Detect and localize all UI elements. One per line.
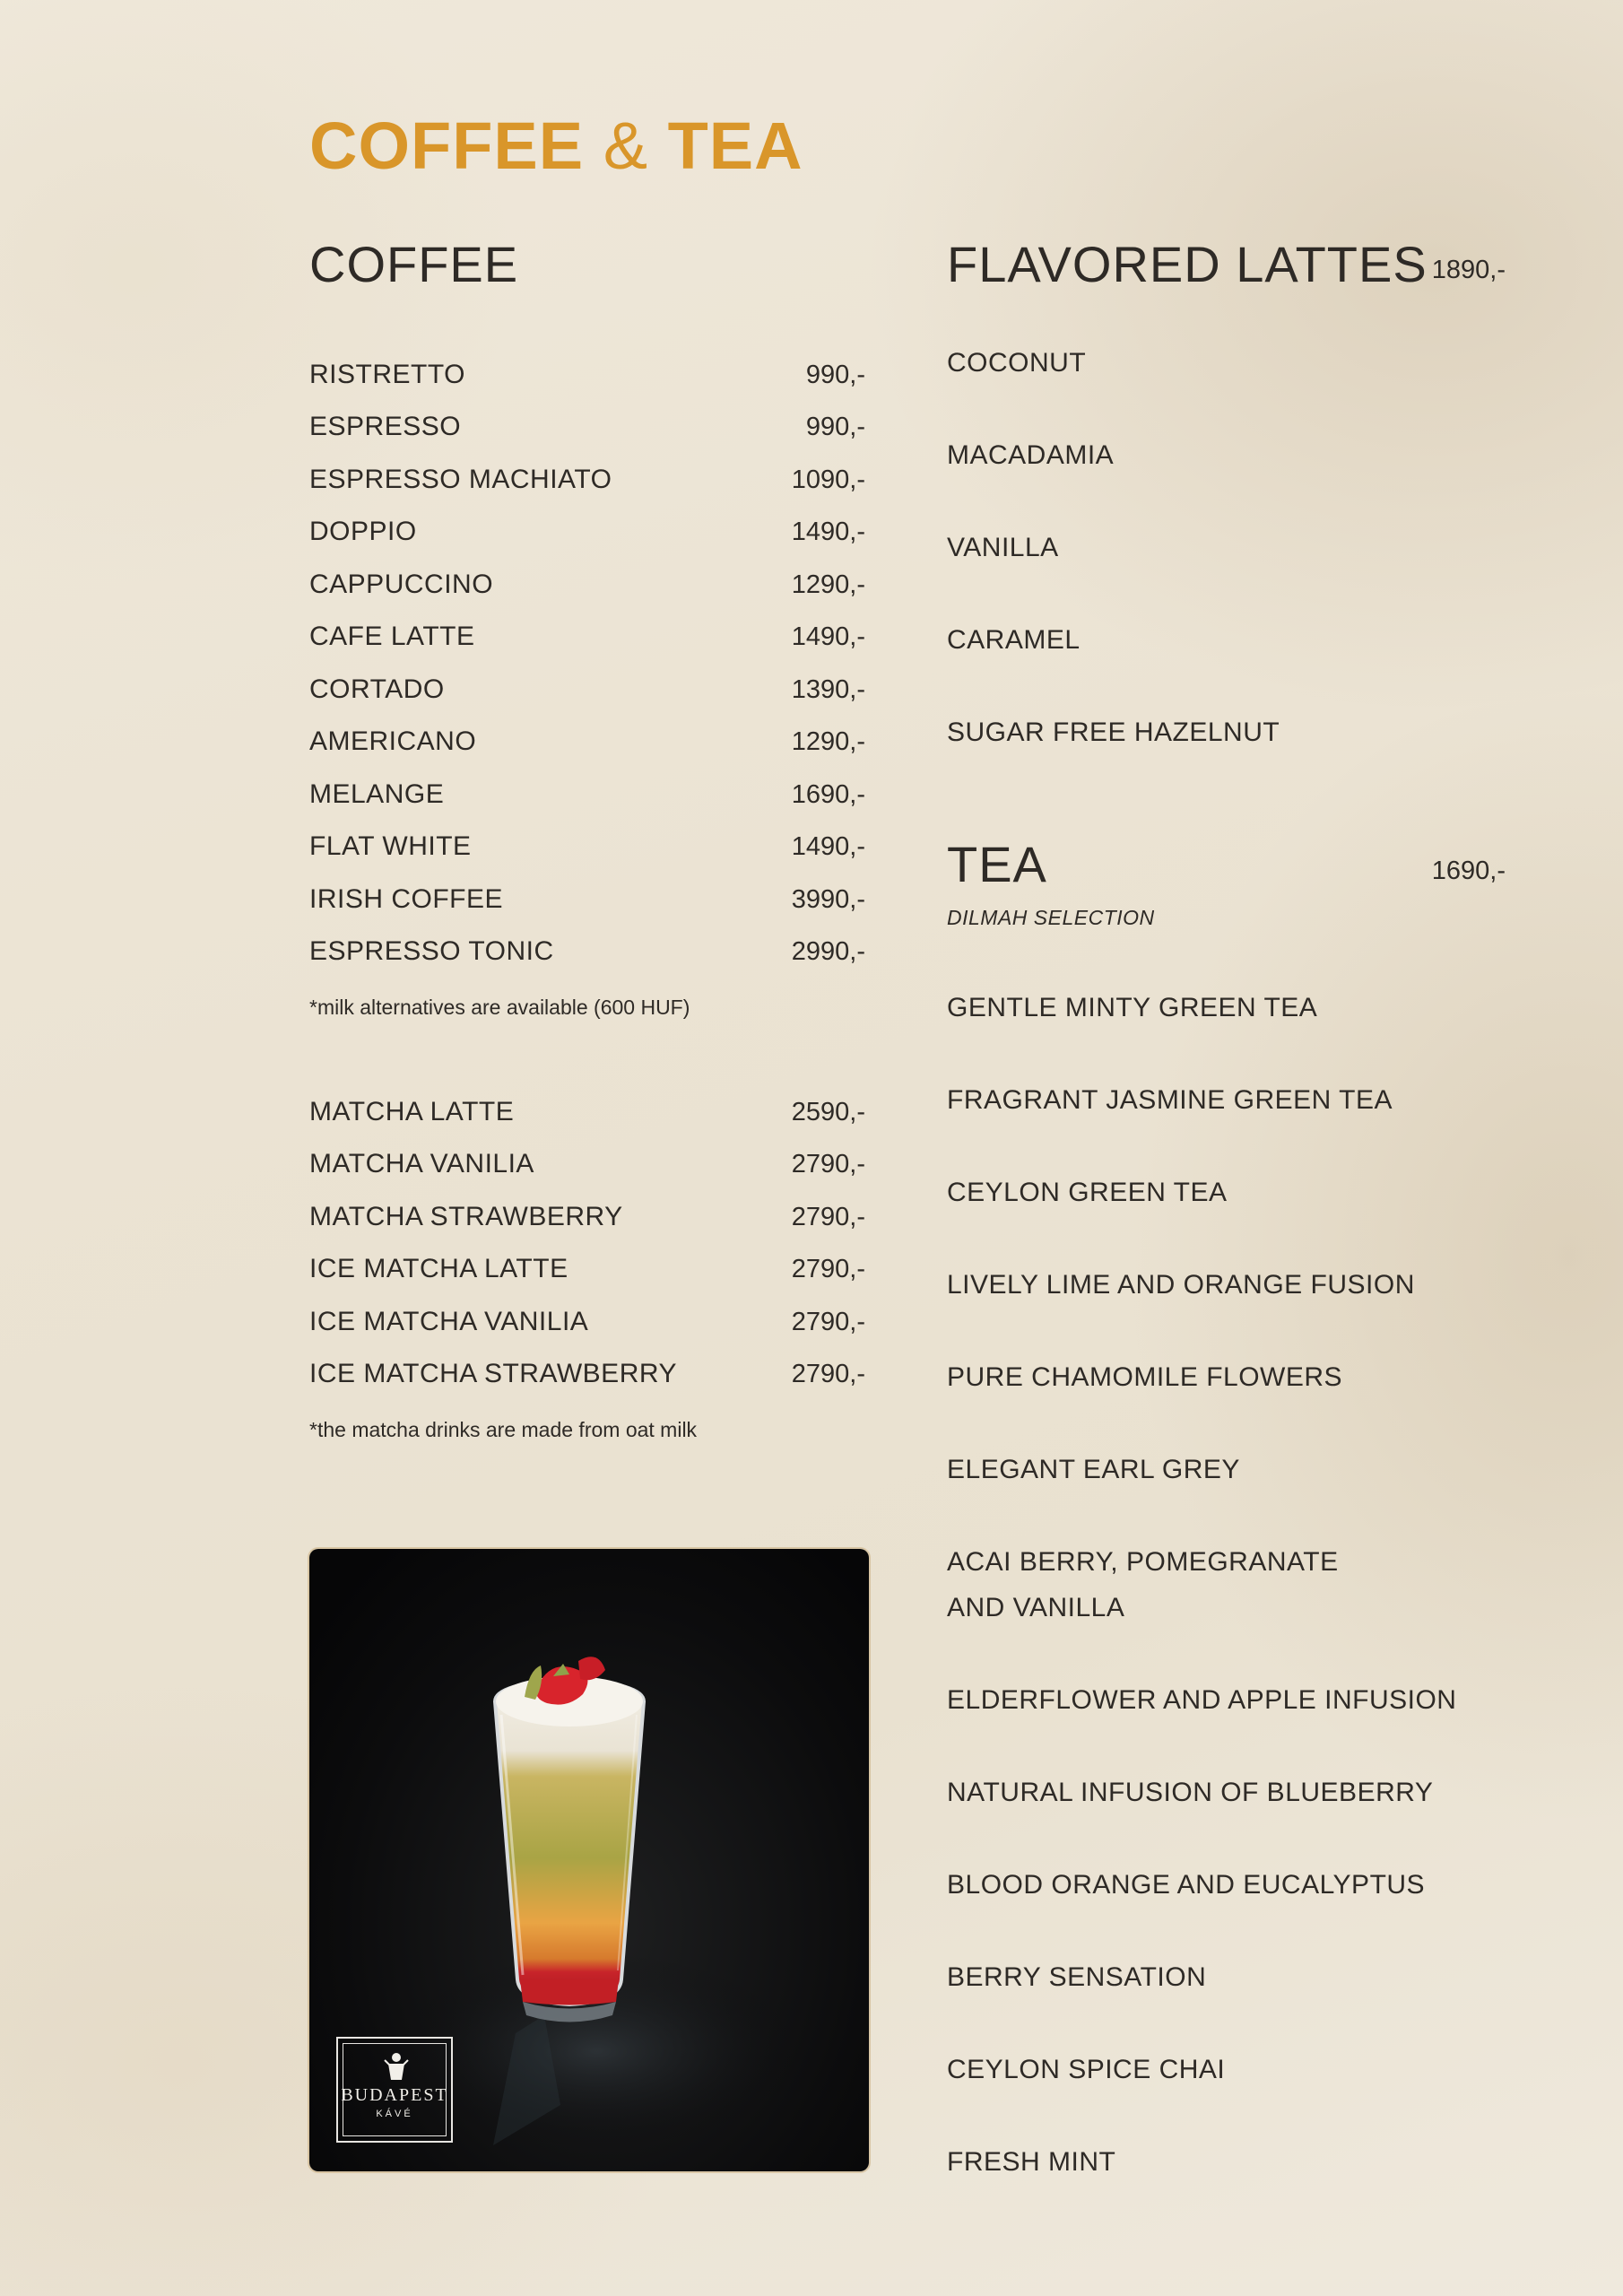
- menu-item-price: 1290,-: [791, 727, 865, 756]
- menu-item-name: ESPRESSO: [309, 412, 462, 441]
- menu-item-name: ESPRESSO MACHIATO: [309, 465, 612, 494]
- menu-item-price: 1490,-: [791, 517, 865, 546]
- menu-item-price: 1390,-: [791, 675, 865, 704]
- list-item: CEYLON GREEN TEA: [947, 1178, 1228, 1207]
- menu-item-price: 2790,-: [791, 1255, 865, 1283]
- list-item: COCONUT: [947, 348, 1087, 378]
- menu-item-price: 1290,-: [791, 570, 865, 599]
- tea-heading: TEA: [947, 836, 1047, 892]
- title-ampersand: &: [603, 109, 649, 183]
- menu-item-name: MATCHA VANILIA: [309, 1149, 534, 1178]
- menu-item-name: MATCHA LATTE: [309, 1097, 515, 1126]
- menu-item-name: ICE MATCHA LATTE: [309, 1254, 568, 1283]
- list-item: CARAMEL: [947, 625, 1081, 655]
- menu-item-name: FLAT WHITE: [309, 831, 472, 861]
- list-item: BERRY SENSATION: [947, 1962, 1207, 1992]
- menu-item-price: 2790,-: [791, 1203, 865, 1231]
- oat-milk-note: *the matcha drinks are made from oat milk: [309, 1418, 698, 1441]
- menu-item-name: CORTADO: [309, 674, 445, 704]
- list-item: MACADAMIA: [947, 440, 1115, 470]
- menu-item-price: 1690,-: [791, 780, 865, 809]
- list-item: CEYLON SPICE CHAI: [947, 2055, 1226, 2084]
- list-item: PURE CHAMOMILE FLOWERS: [947, 1362, 1343, 1392]
- list-item: ELEGANT EARL GREY: [947, 1455, 1240, 1484]
- flavored-lattes-heading: FLAVORED LATTES: [947, 236, 1428, 292]
- menu-item-price: 1490,-: [791, 622, 865, 651]
- list-item: NATURAL INFUSION OF BLUEBERRY: [947, 1778, 1434, 1807]
- menu-item-price: 2990,-: [791, 937, 865, 966]
- menu-item-name: RISTRETTO: [309, 360, 465, 389]
- menu-item-name: DOPPIO: [309, 517, 417, 546]
- list-item: GENTLE MINTY GREEN TEA: [947, 993, 1318, 1022]
- menu-item-name: ESPRESSO TONIC: [309, 936, 554, 966]
- list-item: FRESH MINT: [947, 2147, 1116, 2177]
- menu-item-name: IRISH COFFEE: [309, 884, 504, 914]
- page-title: [309, 108, 803, 184]
- logo-sub: KÁVÉ: [376, 2109, 413, 2119]
- menu-item-price: 2790,-: [791, 1308, 865, 1336]
- drink-photo: [309, 1549, 869, 2171]
- list-item: AND VANILLA: [947, 1593, 1125, 1622]
- menu-item-name: ICE MATCHA STRAWBERRY: [309, 1359, 677, 1388]
- tea-subheading: DILMAH SELECTION: [947, 906, 1155, 929]
- milk-alternatives-note: *milk alternatives are available (600 HUF): [309, 996, 690, 1019]
- menu-item-price: 2790,-: [791, 1150, 865, 1178]
- list-item: SUGAR FREE HAZELNUT: [947, 718, 1280, 747]
- coffee-heading: COFFEE: [309, 236, 519, 292]
- budapest-kave-logo: [336, 2037, 453, 2143]
- flavored-lattes-price: 1890,-: [1431, 256, 1506, 284]
- title-part-tea: TEA: [667, 109, 803, 183]
- menu-item-price: 1090,-: [791, 465, 865, 494]
- list-item: LIVELY LIME AND ORANGE FUSION: [947, 1270, 1415, 1300]
- list-item: BLOOD ORANGE AND EUCALYPTUS: [947, 1870, 1426, 1900]
- menu-item-price: 2790,-: [791, 1360, 865, 1388]
- menu-item-price: 990,-: [805, 361, 865, 389]
- menu-item-name: CAFE LATTE: [309, 622, 475, 651]
- menu-item-price: 2590,-: [791, 1098, 865, 1126]
- tea-price: 1690,-: [1431, 857, 1506, 885]
- list-item: ELDERFLOWER AND APPLE INFUSION: [947, 1685, 1457, 1715]
- menu-item-name: AMERICANO: [309, 726, 477, 756]
- menu-item-name: CAPPUCCINO: [309, 570, 494, 599]
- logo-name: BUDAPEST: [341, 2085, 448, 2105]
- title-part-coffee: COFFEE: [309, 109, 585, 183]
- menu-item-price: 990,-: [805, 413, 865, 441]
- menu-item-price: 3990,-: [791, 885, 865, 914]
- list-item: FRAGRANT JASMINE GREEN TEA: [947, 1085, 1393, 1115]
- list-item: ACAI BERRY, POMEGRANATE: [947, 1547, 1339, 1577]
- figure-icon: [383, 2051, 410, 2082]
- list-item: VANILLA: [947, 533, 1059, 562]
- menu-item-price: 1490,-: [791, 832, 865, 861]
- menu-item-name: MELANGE: [309, 779, 445, 809]
- menu-item-name: MATCHA STRAWBERRY: [309, 1202, 623, 1231]
- menu-item-name: ICE MATCHA VANILIA: [309, 1307, 589, 1336]
